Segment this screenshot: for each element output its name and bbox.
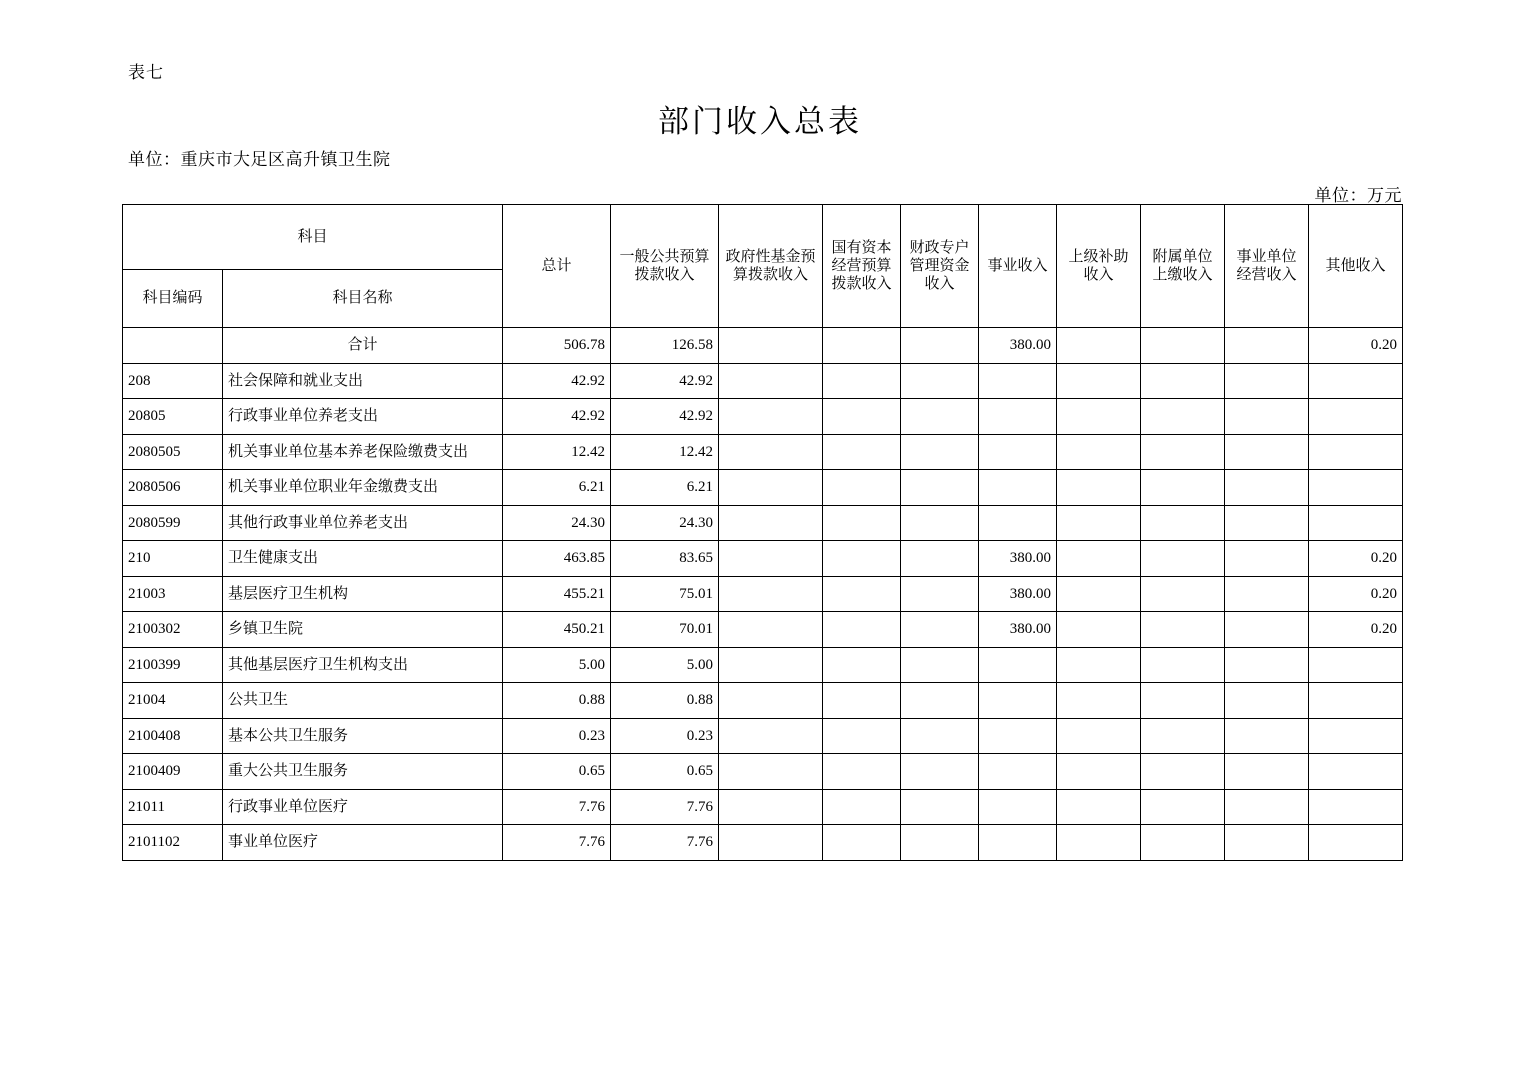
cell-state-capital-budget xyxy=(823,825,901,861)
cell-business-unit-operating xyxy=(1225,363,1309,399)
cell-superior-subsidy xyxy=(1057,399,1141,435)
cell-affiliated-unit xyxy=(1141,647,1225,683)
cell-subject-code: 21003 xyxy=(123,576,223,612)
cell-subject-name: 行政事业单位养老支出 xyxy=(223,399,503,435)
table-row xyxy=(123,789,1403,825)
unit-name-label: 单位：重庆市大足区高升镇卫生院 xyxy=(128,150,391,169)
cell-total: 6.21 xyxy=(503,470,611,506)
cell-business-income xyxy=(979,505,1057,541)
cell-general-public-budget: 42.92 xyxy=(611,363,719,399)
cell-affiliated-unit xyxy=(1141,505,1225,541)
cell-fiscal-special-account xyxy=(901,470,979,506)
cell-state-capital-budget xyxy=(823,576,901,612)
cell-total: 12.42 xyxy=(503,434,611,470)
cell-subject-name: 乡镇卫生院 xyxy=(223,612,503,648)
cell-superior-subsidy xyxy=(1057,328,1141,364)
cell-subject-code: 208 xyxy=(123,363,223,399)
cell-other-income xyxy=(1309,718,1403,754)
cell-fiscal-special-account xyxy=(901,612,979,648)
cell-subject-code: 2080505 xyxy=(123,434,223,470)
header-subject-code: 科目编码 xyxy=(123,270,223,328)
cell-fiscal-special-account xyxy=(901,718,979,754)
cell-state-capital-budget xyxy=(823,754,901,790)
cell-superior-subsidy xyxy=(1057,505,1141,541)
cell-superior-subsidy xyxy=(1057,718,1141,754)
table-row xyxy=(123,718,1403,754)
cell-affiliated-unit xyxy=(1141,789,1225,825)
table-row xyxy=(123,612,1403,648)
cell-other-income xyxy=(1309,683,1403,719)
cell-other-income xyxy=(1309,505,1403,541)
cell-affiliated-unit xyxy=(1141,328,1225,364)
cell-general-public-budget: 5.00 xyxy=(611,647,719,683)
cell-general-public-budget: 0.65 xyxy=(611,754,719,790)
cell-gov-fund-budget xyxy=(719,505,823,541)
cell-state-capital-budget xyxy=(823,505,901,541)
cell-business-income xyxy=(979,647,1057,683)
cell-subject-code: 2100409 xyxy=(123,754,223,790)
cell-affiliated-unit xyxy=(1141,754,1225,790)
cell-subject-code xyxy=(123,328,223,364)
cell-other-income xyxy=(1309,825,1403,861)
cell-subject-code: 210 xyxy=(123,541,223,577)
cell-business-unit-operating xyxy=(1225,541,1309,577)
cell-business-unit-operating xyxy=(1225,328,1309,364)
cell-state-capital-budget xyxy=(823,328,901,364)
table-row xyxy=(123,825,1403,861)
cell-fiscal-special-account xyxy=(901,789,979,825)
cell-state-capital-budget xyxy=(823,399,901,435)
cell-general-public-budget: 75.01 xyxy=(611,576,719,612)
table-row xyxy=(123,505,1403,541)
cell-total: 7.76 xyxy=(503,789,611,825)
cell-general-public-budget: 42.92 xyxy=(611,399,719,435)
cell-gov-fund-budget xyxy=(719,363,823,399)
currency-note: 单位：万元 xyxy=(1314,186,1402,205)
table-row xyxy=(123,576,1403,612)
cell-business-income xyxy=(979,754,1057,790)
cell-fiscal-special-account xyxy=(901,328,979,364)
cell-superior-subsidy xyxy=(1057,470,1141,506)
cell-affiliated-unit xyxy=(1141,576,1225,612)
cell-business-income xyxy=(979,470,1057,506)
header-state-capital-budget: 国有资本经营预算拨款收入 xyxy=(823,205,901,328)
cell-business-income: 380.00 xyxy=(979,328,1057,364)
cell-total: 506.78 xyxy=(503,328,611,364)
cell-business-unit-operating xyxy=(1225,647,1309,683)
cell-affiliated-unit xyxy=(1141,363,1225,399)
cell-business-income xyxy=(979,399,1057,435)
cell-gov-fund-budget xyxy=(719,434,823,470)
cell-affiliated-unit xyxy=(1141,683,1225,719)
table-row xyxy=(123,399,1403,435)
cell-business-income: 380.00 xyxy=(979,576,1057,612)
cell-business-income xyxy=(979,363,1057,399)
cell-fiscal-special-account xyxy=(901,434,979,470)
cell-gov-fund-budget xyxy=(719,576,823,612)
cell-affiliated-unit xyxy=(1141,399,1225,435)
cell-subject-name: 机关事业单位职业年金缴费支出 xyxy=(223,470,503,506)
cell-subject-name: 重大公共卫生服务 xyxy=(223,754,503,790)
cell-business-income xyxy=(979,683,1057,719)
cell-subject-code: 2100408 xyxy=(123,718,223,754)
cell-other-income: 0.20 xyxy=(1309,328,1403,364)
cell-superior-subsidy xyxy=(1057,434,1141,470)
cell-subject-name: 合计 xyxy=(223,328,503,364)
cell-business-unit-operating xyxy=(1225,754,1309,790)
cell-superior-subsidy xyxy=(1057,825,1141,861)
cell-gov-fund-budget xyxy=(719,399,823,435)
cell-other-income: 0.20 xyxy=(1309,541,1403,577)
cell-subject-code: 21011 xyxy=(123,789,223,825)
cell-total: 42.92 xyxy=(503,363,611,399)
cell-subject-code: 2100399 xyxy=(123,647,223,683)
cell-fiscal-special-account xyxy=(901,825,979,861)
cell-subject-code: 2101102 xyxy=(123,825,223,861)
cell-subject-name: 机关事业单位基本养老保险缴费支出 xyxy=(223,434,503,470)
cell-gov-fund-budget xyxy=(719,541,823,577)
cell-fiscal-special-account xyxy=(901,576,979,612)
cell-business-unit-operating xyxy=(1225,399,1309,435)
cell-general-public-budget: 7.76 xyxy=(611,825,719,861)
cell-business-income: 380.00 xyxy=(979,541,1057,577)
cell-business-unit-operating xyxy=(1225,505,1309,541)
cell-superior-subsidy xyxy=(1057,754,1141,790)
cell-general-public-budget: 0.23 xyxy=(611,718,719,754)
cell-general-public-budget: 24.30 xyxy=(611,505,719,541)
header-subject-name: 科目名称 xyxy=(223,270,503,328)
cell-general-public-budget: 70.01 xyxy=(611,612,719,648)
cell-total: 0.23 xyxy=(503,718,611,754)
cell-subject-name: 其他基层医疗卫生机构支出 xyxy=(223,647,503,683)
header-subject-group: 科目 xyxy=(123,205,503,270)
cell-superior-subsidy xyxy=(1057,789,1141,825)
cell-business-income xyxy=(979,825,1057,861)
table-body xyxy=(123,328,1403,861)
cell-business-income: 380.00 xyxy=(979,612,1057,648)
cell-gov-fund-budget xyxy=(719,470,823,506)
table-row xyxy=(123,363,1403,399)
cell-general-public-budget: 6.21 xyxy=(611,470,719,506)
cell-superior-subsidy xyxy=(1057,647,1141,683)
cell-state-capital-budget xyxy=(823,718,901,754)
header-superior-subsidy: 上级补助收入 xyxy=(1057,205,1141,328)
cell-subject-name: 公共卫生 xyxy=(223,683,503,719)
cell-affiliated-unit xyxy=(1141,825,1225,861)
cell-superior-subsidy xyxy=(1057,541,1141,577)
cell-business-unit-operating xyxy=(1225,576,1309,612)
cell-subject-name: 行政事业单位医疗 xyxy=(223,789,503,825)
cell-gov-fund-budget xyxy=(719,718,823,754)
header-total: 总计 xyxy=(503,205,611,328)
cell-general-public-budget: 126.58 xyxy=(611,328,719,364)
cell-business-unit-operating xyxy=(1225,789,1309,825)
cell-total: 463.85 xyxy=(503,541,611,577)
cell-affiliated-unit xyxy=(1141,612,1225,648)
cell-subject-code: 21004 xyxy=(123,683,223,719)
cell-affiliated-unit xyxy=(1141,470,1225,506)
cell-superior-subsidy xyxy=(1057,612,1141,648)
cell-fiscal-special-account xyxy=(901,647,979,683)
header-fiscal-special-account: 财政专户管理资金收入 xyxy=(901,205,979,328)
cell-fiscal-special-account xyxy=(901,399,979,435)
cell-superior-subsidy xyxy=(1057,363,1141,399)
header-business-income: 事业收入 xyxy=(979,205,1057,328)
cell-fiscal-special-account xyxy=(901,363,979,399)
cell-total: 24.30 xyxy=(503,505,611,541)
cell-total: 0.65 xyxy=(503,754,611,790)
cell-subject-code: 2080506 xyxy=(123,470,223,506)
cell-superior-subsidy xyxy=(1057,683,1141,719)
cell-state-capital-budget xyxy=(823,541,901,577)
cell-affiliated-unit xyxy=(1141,541,1225,577)
header-general-public-budget: 一般公共预算拨款收入 xyxy=(611,205,719,328)
table-row xyxy=(123,470,1403,506)
cell-state-capital-budget xyxy=(823,612,901,648)
cell-business-unit-operating xyxy=(1225,434,1309,470)
cell-total: 42.92 xyxy=(503,399,611,435)
cell-state-capital-budget xyxy=(823,470,901,506)
cell-state-capital-budget xyxy=(823,789,901,825)
cell-fiscal-special-account xyxy=(901,754,979,790)
header-gov-fund-budget: 政府性基金预算拨款收入 xyxy=(719,205,823,328)
cell-gov-fund-budget xyxy=(719,683,823,719)
cell-business-income xyxy=(979,718,1057,754)
cell-total: 450.21 xyxy=(503,612,611,648)
cell-gov-fund-budget xyxy=(719,754,823,790)
cell-general-public-budget: 0.88 xyxy=(611,683,719,719)
cell-total: 455.21 xyxy=(503,576,611,612)
cell-fiscal-special-account xyxy=(901,683,979,719)
cell-subject-name: 基本公共卫生服务 xyxy=(223,718,503,754)
cell-subject-name: 事业单位医疗 xyxy=(223,825,503,861)
cell-state-capital-budget xyxy=(823,363,901,399)
header-business-unit-operating: 事业单位经营收入 xyxy=(1225,205,1309,328)
cell-gov-fund-budget xyxy=(719,328,823,364)
cell-other-income xyxy=(1309,434,1403,470)
cell-subject-name: 社会保障和就业支出 xyxy=(223,363,503,399)
cell-state-capital-budget xyxy=(823,683,901,719)
cell-gov-fund-budget xyxy=(719,789,823,825)
income-summary-table xyxy=(122,204,1403,861)
cell-general-public-budget: 83.65 xyxy=(611,541,719,577)
cell-gov-fund-budget xyxy=(719,647,823,683)
table-row xyxy=(123,647,1403,683)
cell-business-income xyxy=(979,789,1057,825)
cell-business-unit-operating xyxy=(1225,612,1309,648)
page-title: 部门收入总表 xyxy=(658,104,862,139)
form-tag: 表七 xyxy=(128,63,164,82)
header-affiliated-unit: 附属单位上缴收入 xyxy=(1141,205,1225,328)
cell-total: 7.76 xyxy=(503,825,611,861)
table-row xyxy=(123,683,1403,719)
cell-business-unit-operating xyxy=(1225,825,1309,861)
cell-business-unit-operating xyxy=(1225,683,1309,719)
table-row xyxy=(123,541,1403,577)
cell-superior-subsidy xyxy=(1057,576,1141,612)
cell-subject-code: 20805 xyxy=(123,399,223,435)
cell-subject-name: 其他行政事业单位养老支出 xyxy=(223,505,503,541)
cell-total: 5.00 xyxy=(503,647,611,683)
cell-other-income xyxy=(1309,754,1403,790)
table-row xyxy=(123,434,1403,470)
cell-fiscal-special-account xyxy=(901,541,979,577)
cell-general-public-budget: 7.76 xyxy=(611,789,719,825)
cell-affiliated-unit xyxy=(1141,434,1225,470)
cell-gov-fund-budget xyxy=(719,612,823,648)
cell-other-income xyxy=(1309,363,1403,399)
cell-other-income xyxy=(1309,789,1403,825)
cell-subject-code: 2100302 xyxy=(123,612,223,648)
cell-affiliated-unit xyxy=(1141,718,1225,754)
cell-state-capital-budget xyxy=(823,434,901,470)
cell-other-income xyxy=(1309,399,1403,435)
cell-subject-code: 2080599 xyxy=(123,505,223,541)
cell-general-public-budget: 12.42 xyxy=(611,434,719,470)
cell-subject-name: 基层医疗卫生机构 xyxy=(223,576,503,612)
cell-subject-name: 卫生健康支出 xyxy=(223,541,503,577)
table-row xyxy=(123,328,1403,364)
header-other-income: 其他收入 xyxy=(1309,205,1403,328)
cell-business-unit-operating xyxy=(1225,718,1309,754)
cell-state-capital-budget xyxy=(823,647,901,683)
cell-other-income xyxy=(1309,647,1403,683)
table-row xyxy=(123,754,1403,790)
cell-gov-fund-budget xyxy=(719,825,823,861)
cell-fiscal-special-account xyxy=(901,505,979,541)
cell-business-income xyxy=(979,434,1057,470)
cell-other-income xyxy=(1309,470,1403,506)
cell-other-income: 0.20 xyxy=(1309,576,1403,612)
cell-business-unit-operating xyxy=(1225,470,1309,506)
cell-other-income: 0.20 xyxy=(1309,612,1403,648)
cell-total: 0.88 xyxy=(503,683,611,719)
